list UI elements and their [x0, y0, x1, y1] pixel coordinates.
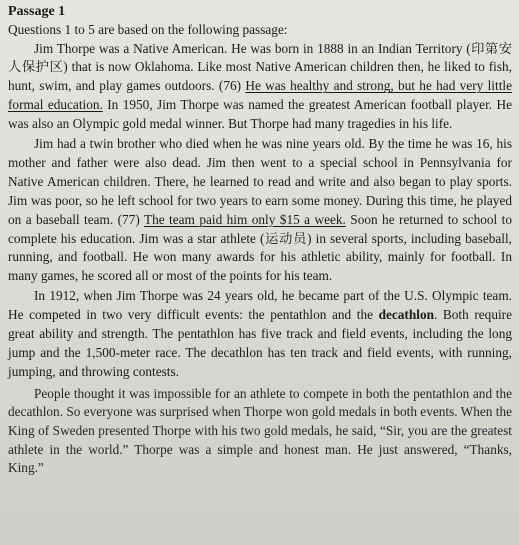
paragraph-3	[8, 287, 512, 382]
passage-intro: Questions 1 to 5 are based on the following passage:	[8, 22, 288, 37]
question-76-marker: (76)	[218, 78, 246, 94]
paragraph-3-text-before: In 1912, when Jim Thorpe was 24 years old, he became part of the U.S. Olympic team. He competed in two very difficult events: the pentathlon and the	[8, 288, 512, 323]
question-77-marker: (77)	[117, 211, 144, 227]
paragraph-2-text-before: Jim had a twin brother who died when he was nine years old. By the time he was 16, his mother and father were also dead. Jim then went to a special school in Pennsylvania for Native American children. There, he learned to read and write and also began to play sports. Jim was poor, so he left school for two years to earn some money. During this time, he played on a baseball team.	[8, 136, 512, 227]
paragraph-4: People thought it was impossible for an athlete to compete in both the pentathlon and the decathlon. So everyone was surprised when Thorpe won gold medals in both events. When the King of Sweden presented Thorpe with his two gold medals, he said, “Sir, you are the greatest athlete in the world.” Thorpe was a simple and honest man. He just answered, “Thanks, King.”	[8, 385, 512, 476]
paragraph-1	[8, 40, 512, 135]
underlined-sentence-76: He was healthy and strong, but he had very little formal education.	[8, 78, 512, 113]
underlined-sentence-77: The team paid him only $15 a week.	[143, 211, 346, 227]
paragraph-1-text-after: In 1950, Jim Thorpe was named the greatest American football player. He was also an Olympic gold medal winner. But Thorpe had many tragedies in his life.	[8, 97, 512, 132]
paragraph-2-text-after: Soon he returned to school to complete his education. Jim was a star athlete (运动员) in several sports, including baseball, running, and football. He won many awards for his athletic ability, mainly for football. In many games, he scored all or most of the points for his team.	[8, 211, 512, 284]
paragraph-2	[8, 135, 512, 286]
paragraph-1-text-before: Jim Thorpe was a Native American. He was born in 1888 in an Indian Territory (印第安人保护区) that is now Oklahoma. Like most Native American children then, he liked to fish, hunt, swim, and play games outdoors.	[8, 40, 512, 94]
paragraph-3-text-after: . Both require great ability and strength. The pentathlon has five track and field events, including the long jump and the 1,500-meter race. The decathlon has ten track and field events, with running, jumping, and throwing contests.	[8, 307, 512, 379]
passage-title: Passage 1	[8, 4, 66, 19]
decathlon-bold-term: decathlon	[378, 307, 434, 323]
